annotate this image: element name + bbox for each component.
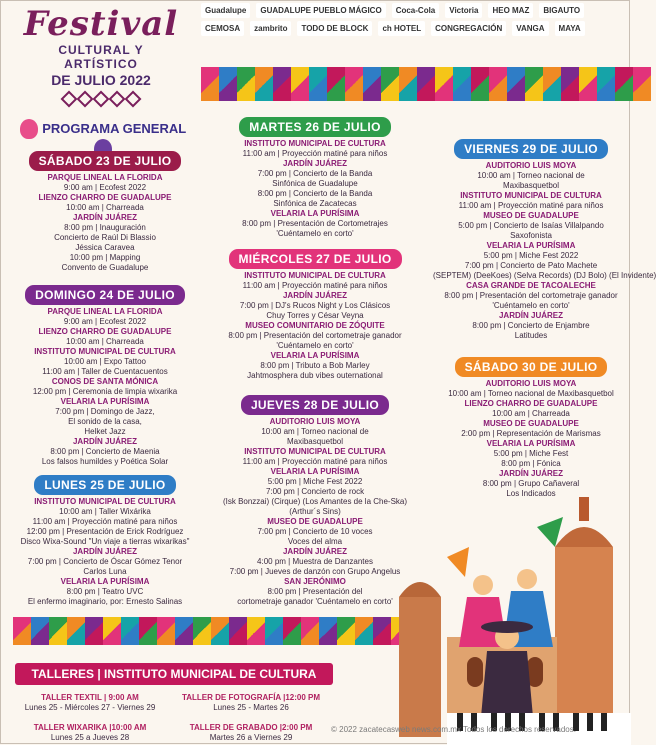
- venue-name: VELARIA LA PURÍSIMA: [60, 397, 150, 406]
- sponsor-logo: VANGA: [512, 21, 548, 36]
- event-line: 11:00 am | Proyección matiné para niños: [458, 201, 604, 210]
- event-line: 8:00 pm | Concierto de Maenia: [50, 447, 160, 456]
- pattern-tile: [255, 67, 273, 101]
- event-line: 10:00 am | Torneo nacional de: [477, 171, 585, 180]
- pattern-tile: [543, 67, 561, 101]
- sponsor-logo: zambrito: [250, 21, 291, 36]
- event-line: El sonido de la casa,: [68, 417, 142, 426]
- ornament-icon: [21, 93, 181, 105]
- pattern-tile: [193, 617, 211, 645]
- pattern-tile: [283, 617, 301, 645]
- event-line: Carlos Luna: [83, 567, 127, 576]
- pattern-tile: [417, 67, 435, 101]
- pattern-tile: [121, 617, 139, 645]
- day-title: MIÉRCOLES 27 DE JULIO: [229, 249, 402, 269]
- venue-name: VELARIA LA PURÍSIMA: [270, 209, 360, 218]
- event-line: 10:00 pm | Mapping: [69, 253, 141, 262]
- event-line: 9:00 am | Ecofest 2022: [63, 317, 147, 326]
- venue-name: JARDÍN JUÁREZ: [498, 311, 563, 320]
- pattern-tile: [229, 617, 247, 645]
- taller-item: TALLER TEXTIL | 9:00 AM Lunes 25 - Miércoles 27 - Viernes 29: [24, 693, 156, 712]
- pattern-tile: [399, 67, 417, 101]
- pattern-tile: [211, 617, 229, 645]
- venue-name: AUDITORIO LUIS MOYA: [485, 161, 577, 170]
- event-list: [201, 271, 429, 381]
- event-line: 5:00 pm | Concierto de Isaías Villalpando: [458, 221, 604, 230]
- event-line: 8:00 pm | Inauguración: [64, 223, 146, 232]
- day-title: JUEVES 28 DE JULIO: [241, 395, 389, 415]
- event-line: 'Cuéntamelo en corto': [276, 341, 354, 350]
- venue-name: INSTITUTO MUNICIPAL DE CULTURA: [460, 191, 602, 200]
- event-line: 7:00 pm | Jueves de danzón con Grupo Angelus: [229, 567, 401, 576]
- event-line: El enfermo imaginario, por: Ernesto Salinas: [27, 597, 183, 606]
- day-block-lun25: [13, 473, 197, 607]
- venue-name: VELARIA LA PURÍSIMA: [486, 241, 576, 250]
- festival-dates: DE JULIO 2022: [51, 72, 151, 88]
- event-line: 10:00 am | Charreada: [66, 203, 144, 212]
- venue-name: JARDÍN JUÁREZ: [72, 437, 137, 446]
- day-block-sab30: [433, 355, 629, 499]
- event-line: 10:00 am | Torneo nacional de Maxibasquetbol: [448, 389, 614, 398]
- venue-name: SAN JERÓNIMO: [284, 577, 346, 586]
- venue-name: INSTITUTO MUNICIPAL DE CULTURA: [34, 347, 176, 356]
- venue-name: JARDÍN JUÁREZ: [282, 159, 347, 168]
- pattern-tile: [327, 67, 345, 101]
- day-title: SÁBADO 23 DE JULIO: [29, 151, 182, 171]
- event-line: Convento de Guadalupe: [61, 263, 149, 272]
- pattern-tile: [435, 67, 453, 101]
- event-line: Helket Jazz: [84, 427, 126, 436]
- venue-name: JARDÍN JUÁREZ: [72, 547, 137, 556]
- event-line: 11:00 am | Taller de Cuentacuentos: [42, 367, 168, 376]
- event-line: Jéssica Caravea: [75, 243, 135, 252]
- pattern-tile: [633, 67, 651, 101]
- pattern-tile: [453, 67, 471, 101]
- event-line: 11:00 am | Proyección matiné para niños: [32, 517, 178, 526]
- pattern-tile: [49, 617, 67, 645]
- venue-name: LIENZO CHARRO DE GUADALUPE: [38, 327, 172, 336]
- theater-mask-icon: [20, 119, 38, 139]
- event-line: (SEPTEM) (DeeKoes) (Selva Records) (DJ Bolo) (El Invidente): [433, 271, 656, 280]
- pattern-tile: [157, 617, 175, 645]
- venue-name: JARDÍN JUÁREZ: [282, 291, 347, 300]
- sponsor-logo: HEO MAZ: [488, 3, 533, 18]
- event-line: 11:00 am | Proyección matiné para niños: [242, 457, 388, 466]
- event-line: 8:00 pm | Concierto de la Banda: [257, 189, 373, 198]
- festival-logo: [21, 5, 181, 105]
- event-line: 7:00 pm | Concierto de rock: [265, 487, 365, 496]
- venue-name: MUSEO DE GUADALUPE: [483, 419, 579, 428]
- event-line: 8:00 pm | Presentación del: [267, 587, 363, 596]
- sponsor-logo: GUADALUPE PUEBLO MÁGICO: [256, 3, 385, 18]
- event-line: Jahtmosphera dub vibes outernational: [247, 371, 383, 380]
- pattern-tile: [273, 67, 291, 101]
- event-line: Chuy Torres y César Veyna: [266, 311, 364, 320]
- event-line: 'Cuéntamelo en corto': [492, 301, 570, 310]
- event-line: Los falsos humildes y Poética Solar: [41, 457, 169, 466]
- pattern-tile: [291, 67, 309, 101]
- event-line: Disco Wixa-Sound "Un viaje a tierras wixarikas": [20, 537, 190, 546]
- pattern-tile: [561, 67, 579, 101]
- day-title: SÁBADO 30 DE JULIO: [455, 357, 608, 377]
- venue-name: PARQUE LINEAL LA FLORIDA: [47, 173, 163, 182]
- event-line: 8:00 pm | Grupo Cañaveral: [482, 479, 580, 488]
- event-line: 8:00 pm | Concierto de Enjambre: [472, 321, 590, 330]
- event-line: Los Indicados: [506, 489, 556, 498]
- day-title: LUNES 25 DE JULIO: [34, 475, 175, 495]
- day-block-sab23: [13, 149, 197, 273]
- venue-name: VELARIA LA PURÍSIMA: [270, 467, 360, 476]
- venue-name: LIENZO CHARRO DE GUADALUPE: [464, 399, 598, 408]
- pattern-tile: [175, 617, 193, 645]
- sponsor-logo: MAYA: [555, 21, 585, 36]
- pattern-band-bottom: [13, 617, 387, 645]
- sponsor-logo: ch HOTEL: [378, 21, 425, 36]
- pattern-tile: [139, 617, 157, 645]
- event-line: 10:00 am | Charreada: [492, 409, 570, 418]
- event-line: 7:00 pm | Concierto de 10 voces: [257, 527, 373, 536]
- venue-name: MUSEO DE GUADALUPE: [267, 517, 363, 526]
- sponsor-logo: TODO DE BLOCK: [297, 21, 372, 36]
- day-title: DOMINGO 24 DE JULIO: [25, 285, 185, 305]
- pattern-tile: [301, 617, 319, 645]
- pattern-tile: [355, 617, 373, 645]
- sponsor-logos: [201, 3, 621, 53]
- pattern-tile: [265, 617, 283, 645]
- event-line: 12:00 pm | Ceremonia de limpia wixarika: [32, 387, 178, 396]
- event-line: 9:00 am | Ecofest 2022: [63, 183, 147, 192]
- event-line: 10:00 am | Charreada: [66, 337, 144, 346]
- dancer-icon: [517, 569, 537, 589]
- sponsor-logo: CEMOSA: [201, 21, 244, 36]
- pattern-tile: [337, 617, 355, 645]
- event-line: 8:00 pm | Tributo a Bob Marley: [260, 361, 370, 370]
- programa-title: PROGRAMA GENERAL: [42, 121, 187, 137]
- taller-item: TALLER WIXARIKA |10:00 AM Lunes 25 a Jueves 28: [33, 723, 147, 742]
- pattern-tile: [219, 67, 237, 101]
- pattern-tile: [309, 67, 327, 101]
- pattern-tile: [31, 617, 49, 645]
- event-line: Latitudes: [514, 331, 548, 340]
- venue-name: MUSEO COMUNITARIO DE ZÓQUITE: [245, 321, 385, 330]
- event-list: [13, 173, 197, 273]
- venue-name: AUDITORIO LUIS MOYA: [485, 379, 577, 388]
- pattern-tile: [507, 67, 525, 101]
- event-line: Maxibasquetbol: [502, 181, 560, 190]
- pattern-band-top: [201, 67, 631, 101]
- venue-name: CONOS DE SANTA MÓNICA: [51, 377, 159, 386]
- pattern-tile: [237, 67, 255, 101]
- pattern-tile: [345, 67, 363, 101]
- taller-item: TALLER DE GRABADO |2:00 PM Martes 26 a Viernes 29: [189, 723, 313, 742]
- day-block-mie27: [201, 247, 429, 381]
- event-line: 11:00 am | Proyección matiné para niños: [242, 281, 388, 290]
- event-line: 7:00 pm | Domingo de Jazz,: [55, 407, 155, 416]
- event-line: cortometraje ganador 'Cuéntamelo en corto': [237, 597, 393, 606]
- pattern-tile: [381, 67, 399, 101]
- pattern-tile: [319, 617, 337, 645]
- event-line: 5:00 pm | Miche Fest 2022: [483, 251, 579, 260]
- pattern-tile: [489, 67, 507, 101]
- sponsor-logo: Guadalupe: [201, 3, 250, 18]
- pattern-tile: [579, 67, 597, 101]
- pattern-tile: [525, 67, 543, 101]
- event-line: 7:00 pm | Concierto de la Banda: [257, 169, 373, 178]
- day-block-mar26: [201, 115, 429, 239]
- talleres-title: TALLERES | INSTITUTO MUNICIPAL DE CULTURA: [15, 663, 333, 685]
- event-line: Sinfónica de Guadalupe: [272, 179, 358, 188]
- event-line: 2:00 pm | Representación de Marismas: [461, 429, 601, 438]
- dancer-icon: [473, 575, 493, 595]
- event-line: 10:00 am | Taller Wixárika: [59, 507, 151, 516]
- venue-name: INSTITUTO MUNICIPAL DE CULTURA: [244, 139, 386, 148]
- pattern-tile: [103, 617, 121, 645]
- event-line: 12:00 pm | Presentación de Erick Rodríguez: [26, 527, 184, 536]
- event-line: 5:00 pm | Miche Fest 2022: [267, 477, 363, 486]
- venue-name: PARQUE LINEAL LA FLORIDA: [47, 307, 163, 316]
- event-list: [201, 139, 429, 239]
- sponsor-logo: CONGREGACIÓN: [431, 21, 506, 36]
- event-list: [13, 307, 197, 467]
- church-tower-icon: [555, 547, 613, 727]
- event-line: 8:00 pm | Presentación de Cortometrajes: [242, 219, 388, 228]
- venue-name: JARDÍN JUÁREZ: [72, 213, 137, 222]
- event-list: [13, 497, 197, 607]
- copyright-text: © 2022 zacatecasweb news.com.mx Todos los derechos reservados.: [331, 725, 576, 734]
- venue-name: JARDÍN JUÁREZ: [282, 547, 347, 556]
- event-line: 4:00 pm | Muestra de Danzantes: [257, 557, 373, 566]
- day-block-dom24: [13, 283, 197, 467]
- event-line: 5:00 pm | Miche Fest: [493, 449, 569, 458]
- venue-name: CASA GRANDE DE TACOALECHE: [466, 281, 596, 290]
- venue-name: VELARIA LA PURÍSIMA: [270, 351, 360, 360]
- event-line: Maxibasquetbol: [286, 437, 344, 446]
- sponsor-logo: BIGAUTO: [539, 3, 584, 18]
- pattern-tile: [471, 67, 489, 101]
- event-line: Concierto de Raúl Di Blassio: [54, 233, 156, 242]
- festival-title: Festival: [23, 4, 179, 44]
- festival-illustration: [387, 487, 631, 745]
- venue-name: JARDÍN JUÁREZ: [498, 469, 563, 478]
- venue-name: MUSEO DE GUADALUPE: [483, 211, 579, 220]
- event-line: Sinfónica de Zacatecas: [273, 199, 357, 208]
- event-line: 7:00 pm | DJ's Rucos Night y Los Clásicos: [239, 301, 391, 310]
- event-list: [433, 379, 629, 499]
- pattern-tile: [247, 617, 265, 645]
- event-line: (Arthur´s Sins): [289, 507, 341, 516]
- venue-name: VELARIA LA PURÍSIMA: [60, 577, 150, 586]
- pattern-tile: [67, 617, 85, 645]
- sponsor-logo: Victoria: [445, 3, 482, 18]
- pattern-tile: [201, 67, 219, 101]
- event-line: 10:00 am | Torneo nacional de: [261, 427, 369, 436]
- day-title: MARTES 26 DE JULIO: [239, 117, 390, 137]
- event-list: [433, 161, 656, 341]
- venue-name: INSTITUTO MUNICIPAL DE CULTURA: [244, 447, 386, 456]
- venue-name: VELARIA LA PURÍSIMA: [486, 439, 576, 448]
- venue-name: INSTITUTO MUNICIPAL DE CULTURA: [244, 271, 386, 280]
- day-title: VIERNES 29 DE JULIO: [454, 139, 608, 159]
- pattern-tile: [363, 67, 381, 101]
- pattern-tile: [13, 617, 31, 645]
- event-line: 8:00 pm | Presentación del cortometraje ganador: [228, 331, 402, 340]
- event-line: 8:00 pm | Fónica: [501, 459, 561, 468]
- event-line: 8:00 pm | Presentación del cortometraje ganador: [444, 291, 618, 300]
- day-block-vie29: [433, 137, 656, 341]
- sponsor-logo: Coca-Cola: [392, 3, 440, 18]
- festival-subtitle: CULTURAL Y ARTÍSTICO: [58, 43, 144, 71]
- venue-name: LIENZO CHARRO DE GUADALUPE: [38, 193, 172, 202]
- event-line: 11:00 am | Proyección matiné para niños: [242, 149, 388, 158]
- pattern-tile: [85, 617, 103, 645]
- event-line: Saxofonista: [510, 231, 552, 240]
- pattern-tile: [597, 67, 615, 101]
- event-line: 7:00 pm | Concierto de Pato Machete: [464, 261, 598, 270]
- event-line: 10:00 am | Expo Tattoo: [64, 357, 146, 366]
- event-line: 'Cuéntamelo en corto': [276, 229, 354, 238]
- event-line: Voces del alma: [287, 537, 343, 546]
- taller-item: TALLER DE FOTOGRAFÍA |12:00 PM Lunes 25 - Martes 26: [181, 693, 321, 712]
- pattern-tile: [615, 67, 633, 101]
- church-tower-icon: [399, 597, 441, 737]
- event-line: 7:00 pm | Concierto de Óscar Gómez Tenor: [27, 557, 183, 566]
- venue-name: INSTITUTO MUNICIPAL DE CULTURA: [34, 497, 176, 506]
- venue-name: AUDITORIO LUIS MOYA: [269, 417, 361, 426]
- event-line: 8:00 pm | Teatro UVC: [66, 587, 144, 596]
- event-line: (Isk Bonzzai) (Cirque) (Los Amantes de la Che-Ska): [222, 497, 408, 506]
